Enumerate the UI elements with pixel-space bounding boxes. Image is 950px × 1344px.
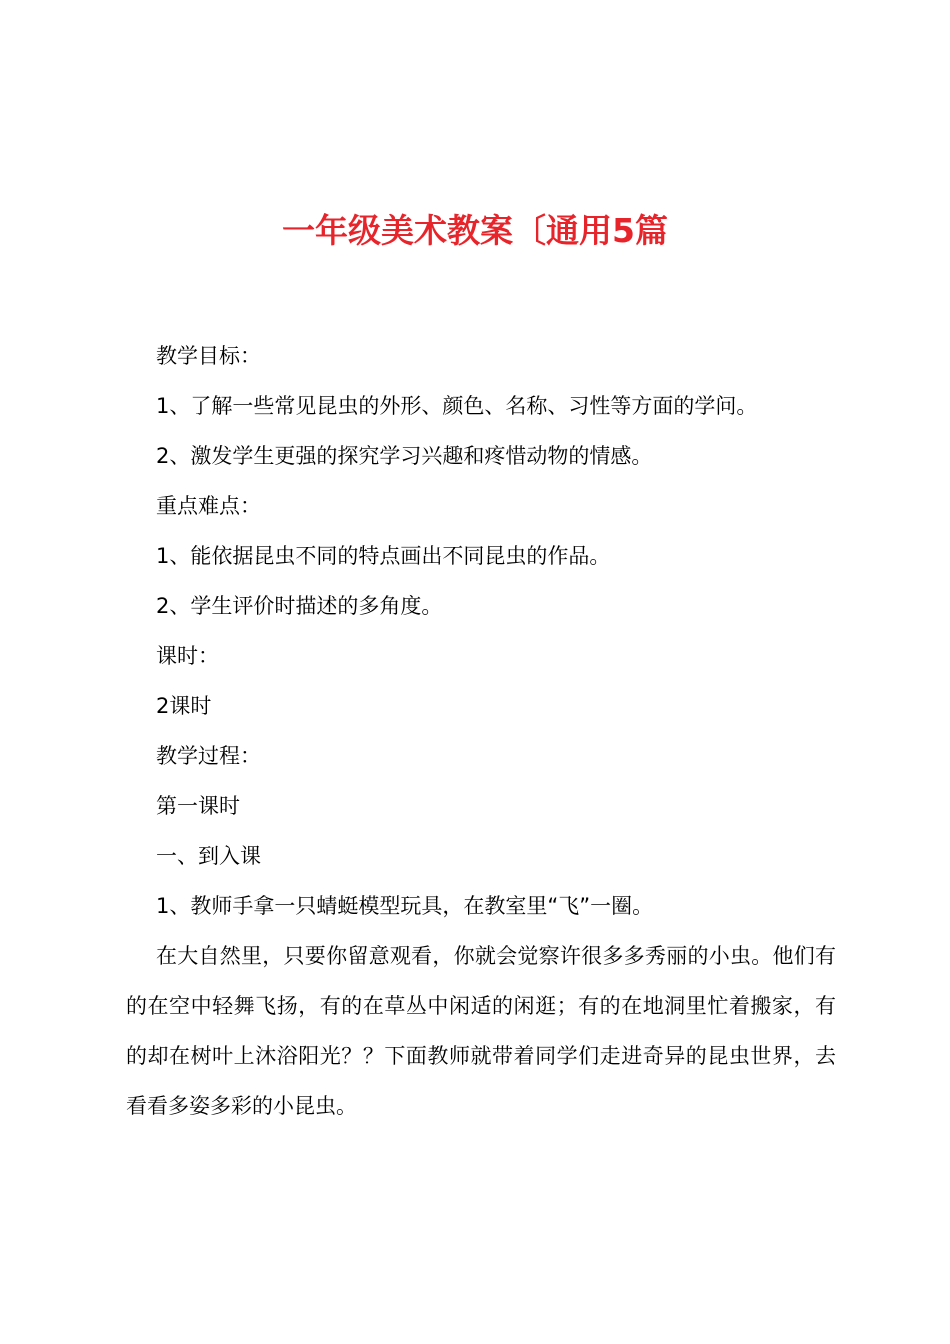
heading-key-difficulties: 重点难点： (156, 494, 261, 518)
heading-teaching-goals: 教学目标： (156, 344, 261, 368)
body-paragraph: 在大自然里，只要你留意观看，你就会觉察许很多多秀丽的小虫。他们有的在空中轻舞飞扬，有的在草丛中闲适的闲逛；有的在地洞里忙着搬家，有的却在树叶上沐浴阳光？？下面教师就带着同学们走进奇异的昆虫世界，去看看多姿多彩的小昆虫。 (126, 944, 836, 1118)
intro-item-1: 1、教师手拿一只蜻蜓模型玩具，在教室里“飞”一圈。 (156, 894, 654, 918)
goal-item-1: 1、了解一些常见昆虫的外形、颜色、名称、习性等方面的学问。 (156, 394, 758, 418)
document-title: 一年级美术教案〔通用5篇 (282, 211, 668, 250)
first-lesson-label: 第一课时 (156, 794, 240, 818)
heading-teaching-process: 教学过程： (156, 744, 261, 768)
difficulty-item-1: 1、能依据昆虫不同的特点画出不同昆虫的作品。 (156, 544, 611, 568)
goal-item-2: 2、激发学生更强的探究学习兴趣和疼惜动物的情感。 (156, 444, 653, 468)
heading-class-hours: 课时： (156, 644, 219, 668)
difficulty-item-2: 2、学生评价时描述的多角度。 (156, 594, 443, 618)
section-introduction: 一、到入课 (156, 844, 261, 868)
class-hours-value: 2课时 (156, 694, 212, 718)
